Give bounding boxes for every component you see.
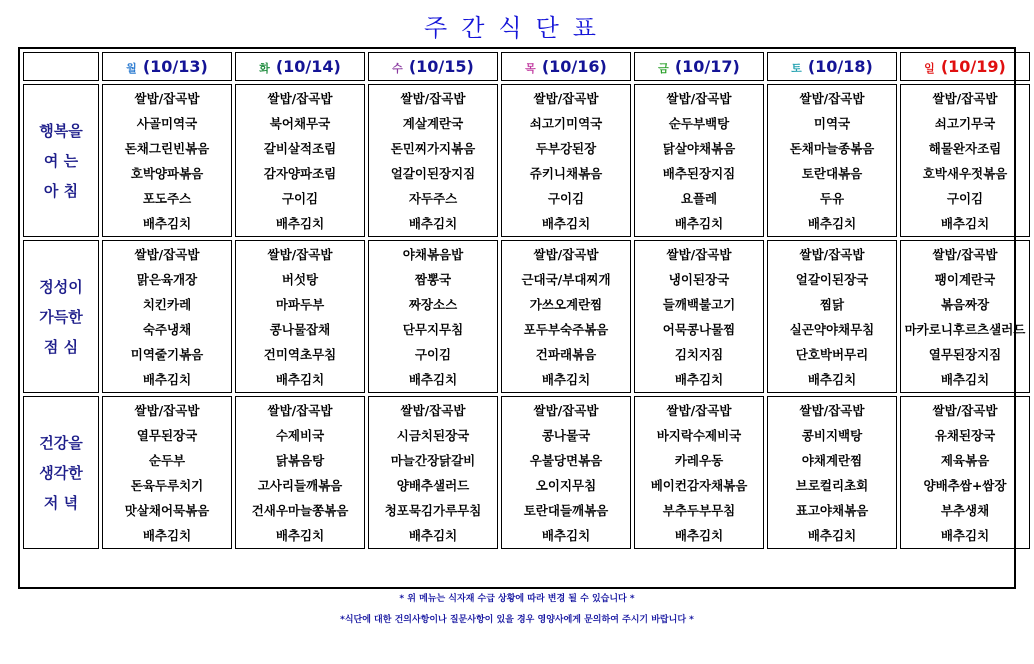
day-header xyxy=(634,52,764,81)
menu-item: 제육볶음 xyxy=(940,452,990,468)
menu-item: 배추김치 xyxy=(674,215,724,231)
day-header xyxy=(235,52,365,81)
menu-item: 돈육두루치기 xyxy=(130,477,204,493)
menu-cell xyxy=(368,84,498,237)
meal-label-cell xyxy=(23,84,99,237)
menu-item: 오이지무침 xyxy=(535,477,597,493)
notice-change: * 위 메뉴는 식자재 수급 상황에 따라 변경 될 수 있습니다 * xyxy=(399,594,635,604)
menu-item: 표고야채볶음 xyxy=(795,502,869,518)
menu-item: 우불당면볶음 xyxy=(529,452,603,468)
menu-item: 콩비지백탕 xyxy=(801,427,863,443)
menu-item: 열무된장지짐 xyxy=(928,346,1002,362)
calendar-icon: 토 xyxy=(791,61,802,75)
menu-item: 배추김치 xyxy=(940,527,990,543)
day-label: (10/16) xyxy=(541,57,607,76)
meal-label-line: 저 녁 xyxy=(43,493,79,512)
day-label: (10/14) xyxy=(275,57,341,76)
menu-item: 배추김치 xyxy=(275,527,325,543)
menu-item: 마카로니후르츠샐러드 xyxy=(904,321,1026,337)
menu-item: 베이컨감자채볶음 xyxy=(650,477,748,493)
menu-item: 배추김치 xyxy=(541,527,591,543)
menu-item: 브로컬리초회 xyxy=(795,477,869,493)
menu-item: 실곤약야채무침 xyxy=(789,321,875,337)
menu-item: 맛살채어묵볶음 xyxy=(124,502,210,518)
menu-item: 포도주스 xyxy=(142,190,192,206)
menu-item: 쌀밥/잡곡밥 xyxy=(932,90,998,106)
menu-item: 팽이계란국 xyxy=(934,271,996,287)
menu-cell xyxy=(900,84,1030,237)
menu-item: 배추김치 xyxy=(940,215,990,231)
menu-item: 콩나물잡채 xyxy=(269,321,331,337)
menu-cell xyxy=(767,240,897,393)
menu-item: 계살계란국 xyxy=(402,115,464,131)
meal-label-line: 생각한 xyxy=(39,463,83,482)
day-header-sunday xyxy=(900,52,1030,81)
menu-item: 열무된장국 xyxy=(136,427,198,443)
menu-item: 배추김치 xyxy=(408,527,458,543)
menu-cell xyxy=(235,84,365,237)
menu-item: 쌀밥/잡곡밥 xyxy=(134,246,200,262)
menu-item: 고사리들깨볶음 xyxy=(257,477,343,493)
menu-item: 바지락수제비국 xyxy=(656,427,742,443)
menu-item: 돈채그린빈볶음 xyxy=(124,140,210,156)
menu-item: 쌀밥/잡곡밥 xyxy=(932,402,998,418)
menu-item: 배추된장지짐 xyxy=(662,165,736,181)
menu-item: 두유 xyxy=(819,190,845,206)
menu-table xyxy=(20,49,1033,552)
menu-item: 맑은육개장 xyxy=(136,271,198,287)
page-title: 주간식단표 xyxy=(424,14,610,42)
menu-cell xyxy=(102,84,232,237)
day-header xyxy=(767,52,897,81)
menu-item: 숙주냉채 xyxy=(142,321,192,337)
menu-item: 배추김치 xyxy=(674,527,724,543)
menu-item: 구이김 xyxy=(414,346,452,362)
menu-item: 배추김치 xyxy=(807,371,857,387)
menu-cell xyxy=(501,84,631,237)
menu-item: 배추김치 xyxy=(408,215,458,231)
menu-cell xyxy=(767,396,897,549)
menu-item: 두부강된장 xyxy=(535,140,597,156)
menu-item: 야채볶음밥 xyxy=(402,246,464,262)
meal-label-cell xyxy=(23,240,99,393)
menu-item: 쌀밥/잡곡밥 xyxy=(134,90,200,106)
menu-item: 구이김 xyxy=(281,190,319,206)
menu-item: 배추김치 xyxy=(940,371,990,387)
menu-item: 호박양파볶음 xyxy=(130,165,204,181)
menu-item: 쌀밥/잡곡밥 xyxy=(666,246,732,262)
menu-item: 건미역초무침 xyxy=(263,346,337,362)
menu-item: 배추김치 xyxy=(275,215,325,231)
menu-item: 감자양파조림 xyxy=(263,165,337,181)
menu-item: 배추김치 xyxy=(275,371,325,387)
menu-cell xyxy=(900,396,1030,549)
menu-cell xyxy=(235,240,365,393)
calendar-icon: 금 xyxy=(658,61,669,75)
menu-item: 콩나물국 xyxy=(541,427,591,443)
menu-item: 근대국/부대찌개 xyxy=(521,271,611,287)
meal-label-line: 행복을 xyxy=(39,121,83,140)
menu-item: 어묵콩나물찜 xyxy=(662,321,736,337)
menu-item: 부추두부무침 xyxy=(662,502,736,518)
menu-cell xyxy=(235,396,365,549)
menu-item: 배추김치 xyxy=(674,371,724,387)
menu-item: 쌀밥/잡곡밥 xyxy=(799,90,865,106)
calendar-icon: 수 xyxy=(392,61,403,75)
menu-item: 쌀밥/잡곡밥 xyxy=(134,402,200,418)
menu-cell xyxy=(501,240,631,393)
header-row xyxy=(23,52,1030,81)
menu-item: 양배추쌈+쌈장 xyxy=(923,477,1007,493)
menu-item: 단무지무침 xyxy=(402,321,464,337)
meal-row xyxy=(23,84,1030,237)
menu-cell xyxy=(102,240,232,393)
meal-label-line: 여 는 xyxy=(43,151,79,170)
menu-item: 쥬키니채볶음 xyxy=(529,165,603,181)
menu-item: 요플레 xyxy=(680,190,718,206)
calendar-icon: 일 xyxy=(924,61,935,75)
menu-item: 포두부숙주볶음 xyxy=(523,321,609,337)
menu-item: 배추김치 xyxy=(807,215,857,231)
meal-row xyxy=(23,240,1030,393)
menu-item: 마파두부 xyxy=(275,296,325,312)
menu-item: 배추김치 xyxy=(541,371,591,387)
menu-item: 김치지짐 xyxy=(674,346,724,362)
menu-item: 사골미역국 xyxy=(136,115,198,131)
calendar-icon: 월 xyxy=(126,61,137,75)
menu-item: 호박새우젓볶음 xyxy=(922,165,1008,181)
menu-item: 찜닭 xyxy=(819,296,845,312)
menu-item: 쌀밥/잡곡밥 xyxy=(666,402,732,418)
menu-item: 냉이된장국 xyxy=(668,271,730,287)
menu-item: 청포묵김가루무침 xyxy=(384,502,482,518)
menu-cell xyxy=(634,396,764,549)
day-header xyxy=(368,52,498,81)
menu-item: 토란대들깨볶음 xyxy=(523,502,609,518)
notice-contact: *식단에 대한 건의사항이나 질문사항이 있을 경우 영양사에게 문의하여 주시기 바랍니다 * xyxy=(340,615,694,625)
day-header xyxy=(501,52,631,81)
menu-item: 볶음짜장 xyxy=(940,296,990,312)
meal-label-line: 가득한 xyxy=(39,307,83,326)
menu-item: 배추김치 xyxy=(142,215,192,231)
menu-cell xyxy=(634,84,764,237)
day-header xyxy=(102,52,232,81)
meal-label-cell xyxy=(23,396,99,549)
menu-item: 얼갈이된장국 xyxy=(795,271,869,287)
menu-item: 닭볶음탕 xyxy=(275,452,325,468)
menu-item: 얼갈이된장지짐 xyxy=(390,165,476,181)
menu-cell xyxy=(900,240,1030,393)
menu-item: 양배추샐러드 xyxy=(396,477,470,493)
meal-label-line: 아 침 xyxy=(43,181,79,200)
menu-item: 쌀밥/잡곡밥 xyxy=(400,402,466,418)
menu-cell xyxy=(634,240,764,393)
meal-rows xyxy=(23,84,1030,549)
menu-item: 쌀밥/잡곡밥 xyxy=(400,90,466,106)
menu-cell xyxy=(368,240,498,393)
menu-item: 쌀밥/잡곡밥 xyxy=(666,90,732,106)
menu-item: 순두부 xyxy=(148,452,186,468)
menu-item: 건파래볶음 xyxy=(535,346,597,362)
menu-item: 갈비살적조림 xyxy=(263,140,337,156)
menu-item: 카레우동 xyxy=(674,452,724,468)
day-label: (10/17) xyxy=(674,57,740,76)
day-label: (10/19) xyxy=(940,57,1006,76)
calendar-icon: 목 xyxy=(525,61,536,75)
menu-item: 배추김치 xyxy=(408,371,458,387)
meal-label-line: 정성이 xyxy=(39,277,83,296)
menu-item: 단호박버무리 xyxy=(795,346,869,362)
menu-item: 쌀밥/잡곡밥 xyxy=(799,402,865,418)
menu-cell xyxy=(501,396,631,549)
menu-item: 쇠고기무국 xyxy=(934,115,996,131)
menu-item: 미역줄기볶음 xyxy=(130,346,204,362)
menu-item: 구이김 xyxy=(946,190,984,206)
calendar-icon: 화 xyxy=(259,61,270,75)
menu-item: 북어채무국 xyxy=(269,115,331,131)
menu-item: 시금치된장국 xyxy=(396,427,470,443)
menu-item: 야채계란찜 xyxy=(801,452,863,468)
menu-item: 배추김치 xyxy=(142,527,192,543)
menu-item: 유채된장국 xyxy=(934,427,996,443)
menu-cell xyxy=(102,396,232,549)
menu-cell xyxy=(368,396,498,549)
menu-item: 들깨백불고기 xyxy=(662,296,736,312)
menu-item: 토란대볶음 xyxy=(801,165,863,181)
menu-item: 짜장소스 xyxy=(408,296,458,312)
meal-label-line: 점 심 xyxy=(43,337,79,356)
menu-item: 버섯탕 xyxy=(281,271,319,287)
menu-item: 부추생채 xyxy=(940,502,990,518)
corner-cell xyxy=(23,52,99,81)
day-label: (10/13) xyxy=(142,57,208,76)
menu-item: 돈채마늘종볶음 xyxy=(789,140,875,156)
menu-item: 구이김 xyxy=(547,190,585,206)
menu-item: 건새우마늘쫑볶음 xyxy=(251,502,349,518)
menu-item: 짬뽕국 xyxy=(414,271,452,287)
menu-item: 치킨카레 xyxy=(142,296,192,312)
menu-item: 쌀밥/잡곡밥 xyxy=(267,246,333,262)
menu-item: 쇠고기미역국 xyxy=(529,115,603,131)
meal-label-line: 건강을 xyxy=(39,433,83,452)
menu-item: 수제비국 xyxy=(275,427,325,443)
menu-item: 순두부백탕 xyxy=(668,115,730,131)
menu-item: 배추김치 xyxy=(541,215,591,231)
menu-item: 닭살야채볶음 xyxy=(662,140,736,156)
menu-item: 마늘간장닭갈비 xyxy=(390,452,476,468)
menu-item: 쌀밥/잡곡밥 xyxy=(533,90,599,106)
menu-item: 배추김치 xyxy=(807,527,857,543)
menu-item: 미역국 xyxy=(813,115,851,131)
menu-cell xyxy=(767,84,897,237)
menu-item: 해물완자조림 xyxy=(928,140,1002,156)
meal-row xyxy=(23,396,1030,549)
day-label: (10/18) xyxy=(807,57,873,76)
menu-item: 쌀밥/잡곡밥 xyxy=(533,246,599,262)
menu-item: 가쓰오계란찜 xyxy=(529,296,603,312)
menu-item: 쌀밥/잡곡밥 xyxy=(799,246,865,262)
menu-item: 쌀밥/잡곡밥 xyxy=(932,246,998,262)
menu-item: 배추김치 xyxy=(142,371,192,387)
menu-item: 쌀밥/잡곡밥 xyxy=(267,90,333,106)
menu-item: 자두주스 xyxy=(408,190,458,206)
menu-item: 쌀밥/잡곡밥 xyxy=(267,402,333,418)
day-label: (10/15) xyxy=(408,57,474,76)
menu-item: 쌀밥/잡곡밥 xyxy=(533,402,599,418)
menu-item: 돈민찌가지볶음 xyxy=(390,140,476,156)
